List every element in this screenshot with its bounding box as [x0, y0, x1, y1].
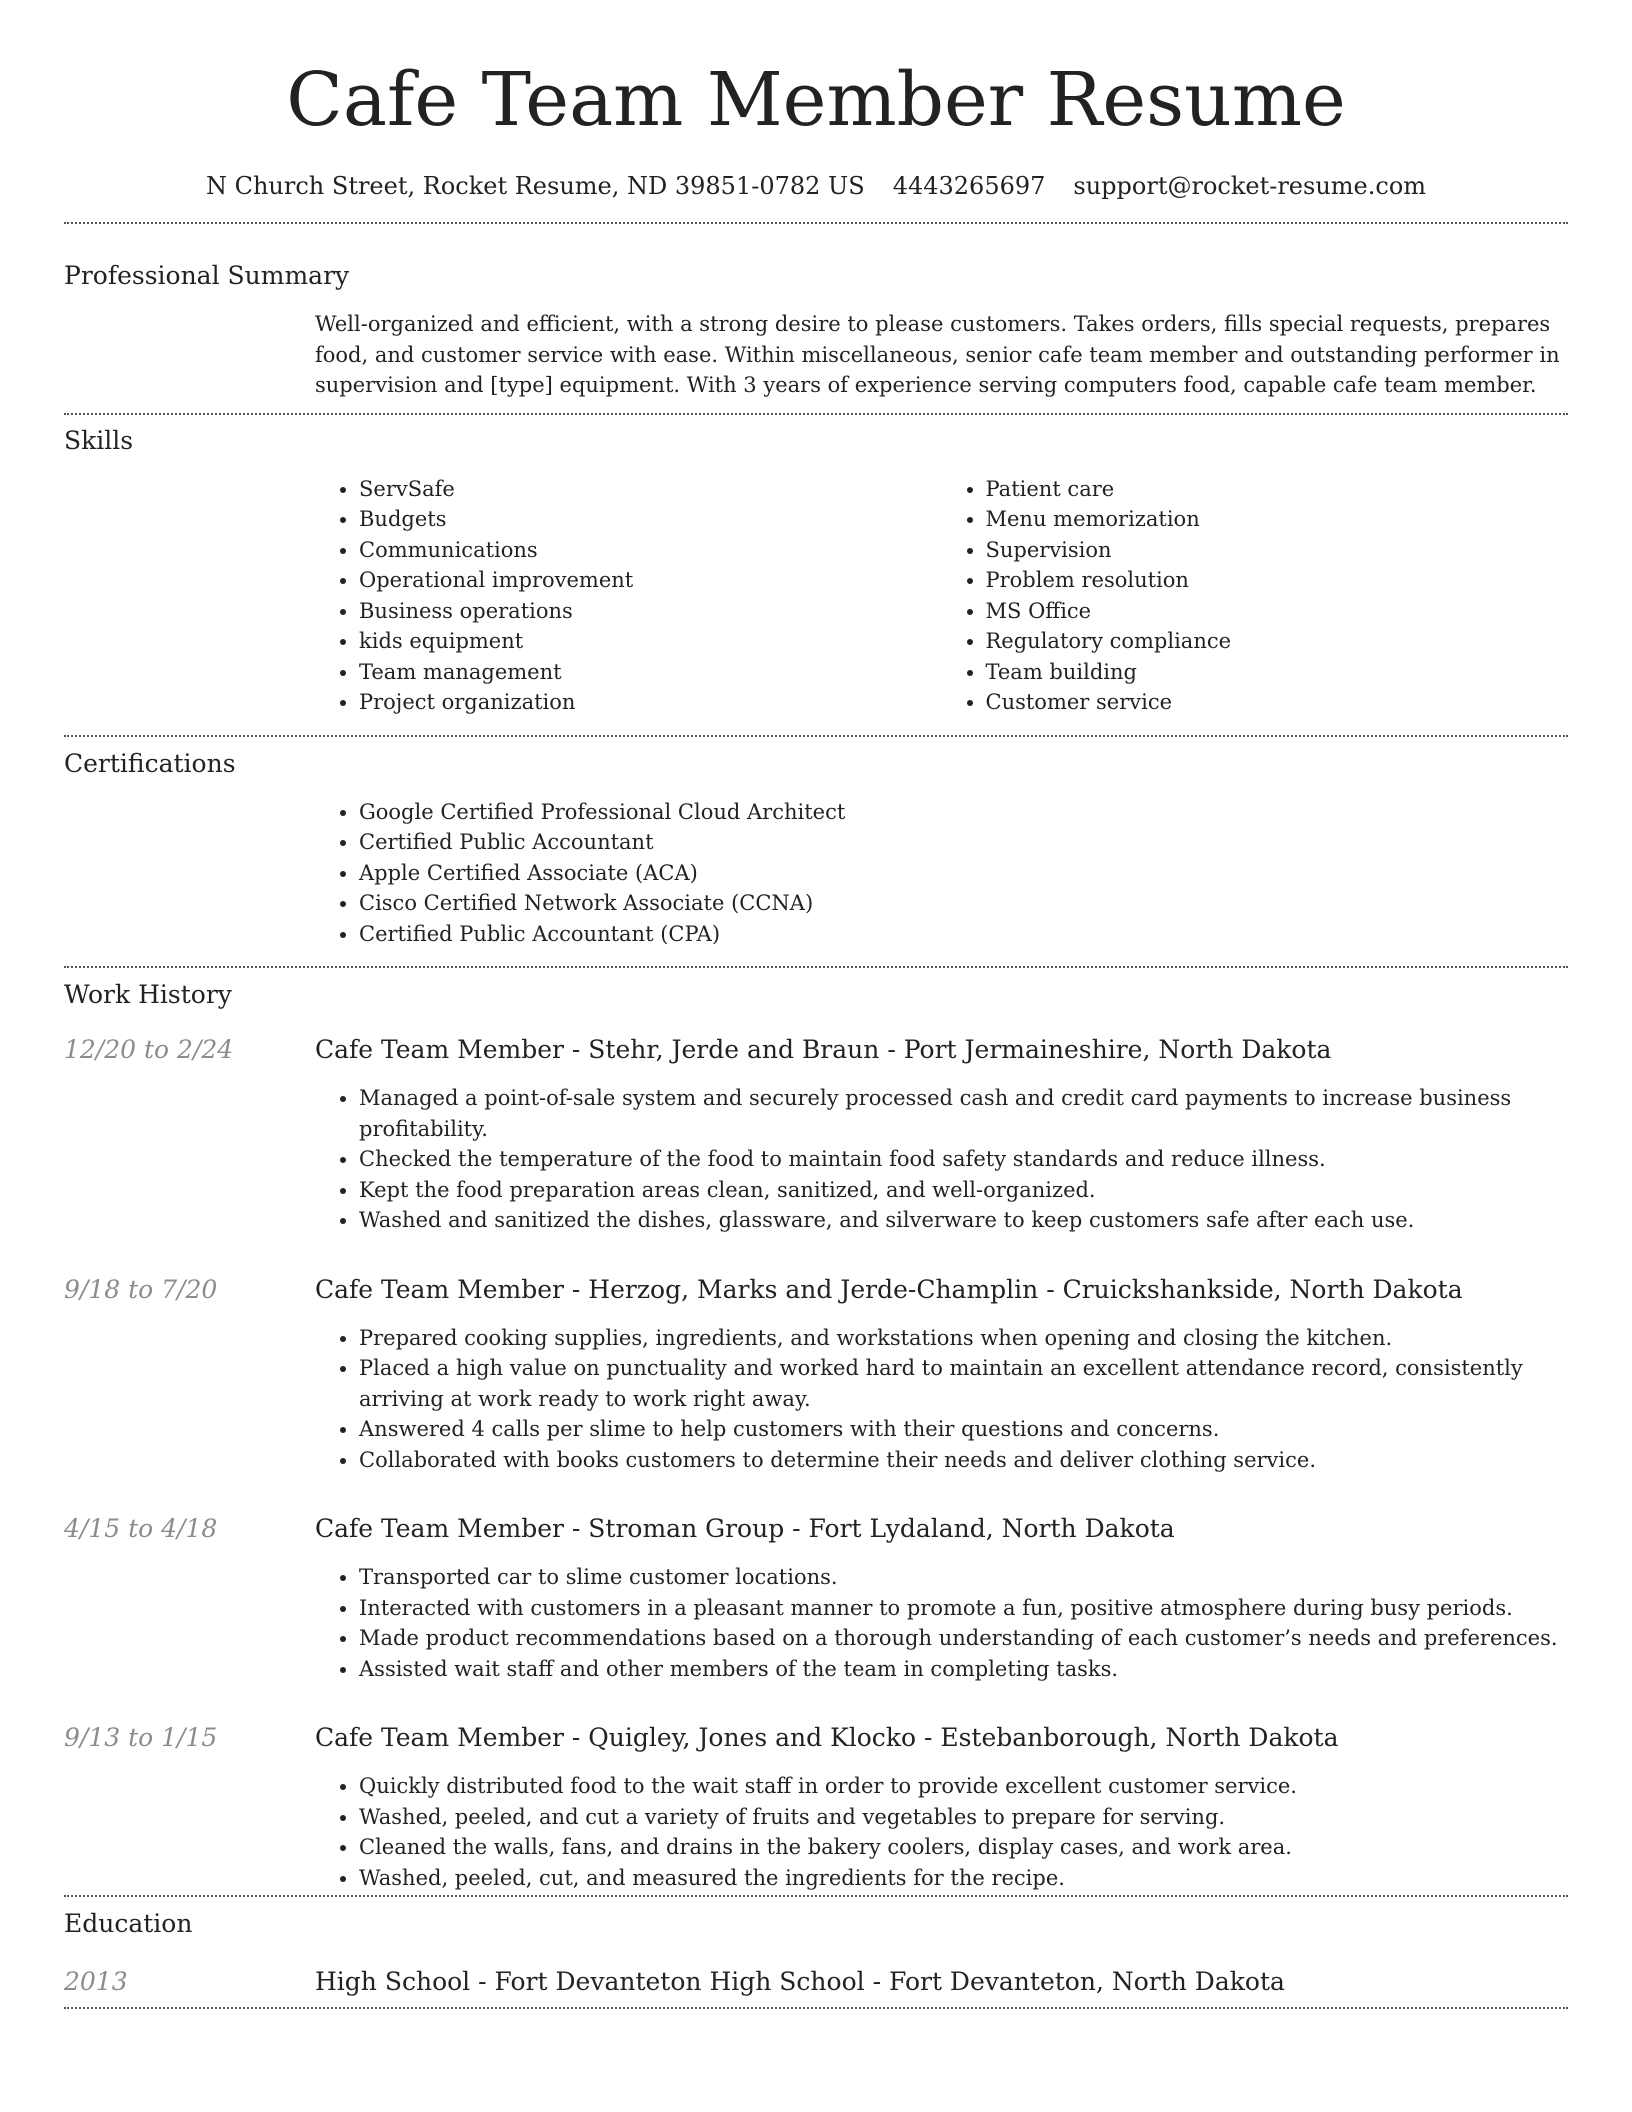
job-duty-item: • Cleaned the walls, fans, and drains in the bakery coolers, display cases, and work area. [359, 1832, 1568, 1863]
certification-item: • Apple Certified Associate (ACA) [359, 858, 1568, 889]
summary-section [64, 224, 1568, 401]
contact-line [64, 170, 1568, 202]
job-dates: 12/20 to 2/24 [64, 1035, 234, 1064]
education-section [64, 1897, 1568, 1998]
job-entry [64, 1034, 1568, 1236]
skill-item: • Project organization [359, 687, 942, 718]
skills-section [64, 415, 1568, 718]
job-duties-list [315, 1323, 1568, 1476]
job-title: Cafe Team Member - Stehr, Jerde and Braun - Port Jermaineshire, North Dakota [315, 1035, 1332, 1064]
job-duties-list [315, 1083, 1568, 1236]
job-entry [64, 1274, 1568, 1476]
contact-email: support@rocket-resume.com [1073, 172, 1427, 200]
job-duty-item: • Washed, peeled, cut, and measured the ingredients for the recipe. [359, 1863, 1568, 1894]
job-dates: 4/15 to 4/18 [64, 1514, 218, 1543]
skill-item: • Patient care [986, 474, 1569, 505]
skill-item: • Business operations [359, 596, 942, 627]
section-heading-skills: Skills [64, 425, 134, 455]
job-duty-item: • Made product recommendations based on a thorough understanding of each customer’s needs and preferences. [359, 1623, 1568, 1654]
certifications-list [315, 797, 1568, 950]
section-heading-education: Education [64, 1909, 193, 1938]
contact-address: N Church Street, Rocket Resume, ND 39851-0782 US [205, 172, 865, 200]
skill-item: • Menu memorization [986, 504, 1569, 535]
job-entry [64, 1513, 1568, 1684]
skill-item: • Operational improvement [359, 565, 942, 596]
contact-phone: 4443265697 [892, 172, 1046, 200]
certification-item: • Google Certified Professional Cloud Architect [359, 797, 1568, 828]
job-duties [315, 1083, 1568, 1236]
job-duty-item: • Interacted with customers in a pleasant manner to promote a fun, positive atmosphere during busy periods. [359, 1593, 1568, 1624]
work-history-section [64, 968, 1568, 1893]
job-duty-item: • Quickly distributed food to the wait staff in order to provide excellent customer service. [359, 1771, 1568, 1802]
job-duties [315, 1771, 1568, 1893]
summary-text: Well-organized and efficient, with a strong desire to please customers. Takes orders, fills special requests, prepares food, and customer service with ease. Within miscellaneous, senior cafe team member and outstanding performer in supervision and [type] equipment. With 3 years of experience serving computers food, capable cafe team member. [315, 312, 1560, 397]
jobs-list [64, 1034, 1568, 1893]
skill-item: • kids equipment [359, 626, 942, 657]
job-duty-item: • Kept the food preparation areas clean, sanitized, and well-organized. [359, 1175, 1568, 1206]
skill-item: • Supervision [986, 535, 1569, 566]
skills-list-left [315, 474, 942, 718]
skills-list-right [942, 474, 1569, 718]
certification-item: • Certified Public Accountant (CPA) [359, 919, 1568, 950]
certifications-block [315, 797, 1568, 950]
section-heading-summary: Professional Summary [64, 261, 350, 290]
job-title: Cafe Team Member - Stroman Group - Fort Lydaland, North Dakota [315, 1514, 1175, 1543]
job-duty-item: • Washed and sanitized the dishes, glassware, and silverware to keep customers safe after each use. [359, 1205, 1568, 1236]
job-dates: 9/18 to 7/20 [64, 1274, 218, 1304]
certification-item: • Cisco Certified Network Associate (CCNA) [359, 888, 1568, 919]
skill-item: • Problem resolution [986, 565, 1569, 596]
divider [64, 2007, 1568, 2009]
certification-item: • Certified Public Accountant [359, 827, 1568, 858]
job-duties [315, 1323, 1568, 1476]
skill-item: • Regulatory compliance [986, 626, 1569, 657]
job-duties [315, 1562, 1568, 1684]
job-duty-item: • Answered 4 calls per slime to help customers with their questions and concerns. [359, 1414, 1568, 1445]
education-list [64, 1966, 1568, 1998]
job-duty-item: • Checked the temperature of the food to maintain food safety standards and reduce illness. [359, 1144, 1568, 1175]
skill-item: • Customer service [986, 687, 1569, 718]
job-duty-item: • Collaborated with books customers to determine their needs and deliver clothing service. [359, 1445, 1568, 1476]
section-heading-work-history: Work History [64, 980, 232, 1009]
job-entry [64, 1722, 1568, 1893]
job-duty-item: • Prepared cooking supplies, ingredients, and workstations when opening and closing the kitchen. [359, 1323, 1568, 1354]
skill-item: • MS Office [986, 596, 1569, 627]
job-dates: 9/13 to 1/15 [64, 1723, 218, 1752]
job-duty-item: • Placed a high value on punctuality and worked hard to maintain an excellent attendance record, consistently arriving at work ready to work right away. [359, 1353, 1568, 1414]
resume-page [64, 0, 1568, 2009]
skill-item: • ServSafe [359, 474, 942, 505]
section-heading-certifications: Certifications [64, 748, 236, 778]
job-duty-item: • Assisted wait staff and other members of the team in completing tasks. [359, 1654, 1568, 1685]
job-title: Cafe Team Member - Quigley, Jones and Klocko - Estebanborough, North Dakota [315, 1723, 1339, 1752]
skill-item: • Team building [986, 657, 1569, 688]
job-duty-item: • Managed a point-of-sale system and securely processed cash and credit card payments to increase business profitability. [359, 1083, 1568, 1144]
education-entry [64, 1966, 1568, 1998]
education-year: 2013 [64, 1967, 128, 1996]
skills-grid [315, 474, 1568, 718]
job-duties-list [315, 1562, 1568, 1684]
skill-item: • Budgets [359, 504, 942, 535]
skill-item: • Communications [359, 535, 942, 566]
resume-title: Cafe Team Member Resume [286, 57, 1346, 143]
job-duty-item: • Washed, peeled, and cut a variety of fruits and vegetables to prepare for serving. [359, 1802, 1568, 1833]
skill-item: • Team management [359, 657, 942, 688]
job-duty-item: • Transported car to slime customer locations. [359, 1562, 1568, 1593]
job-title: Cafe Team Member - Herzog, Marks and Jerde-Champlin - Cruickshankside, North Dakota [315, 1274, 1463, 1304]
education-title: High School - Fort Devanteton High School - Fort Devanteton, North Dakota [315, 1967, 1285, 1996]
job-duties-list [315, 1771, 1568, 1893]
certifications-section [64, 737, 1568, 950]
